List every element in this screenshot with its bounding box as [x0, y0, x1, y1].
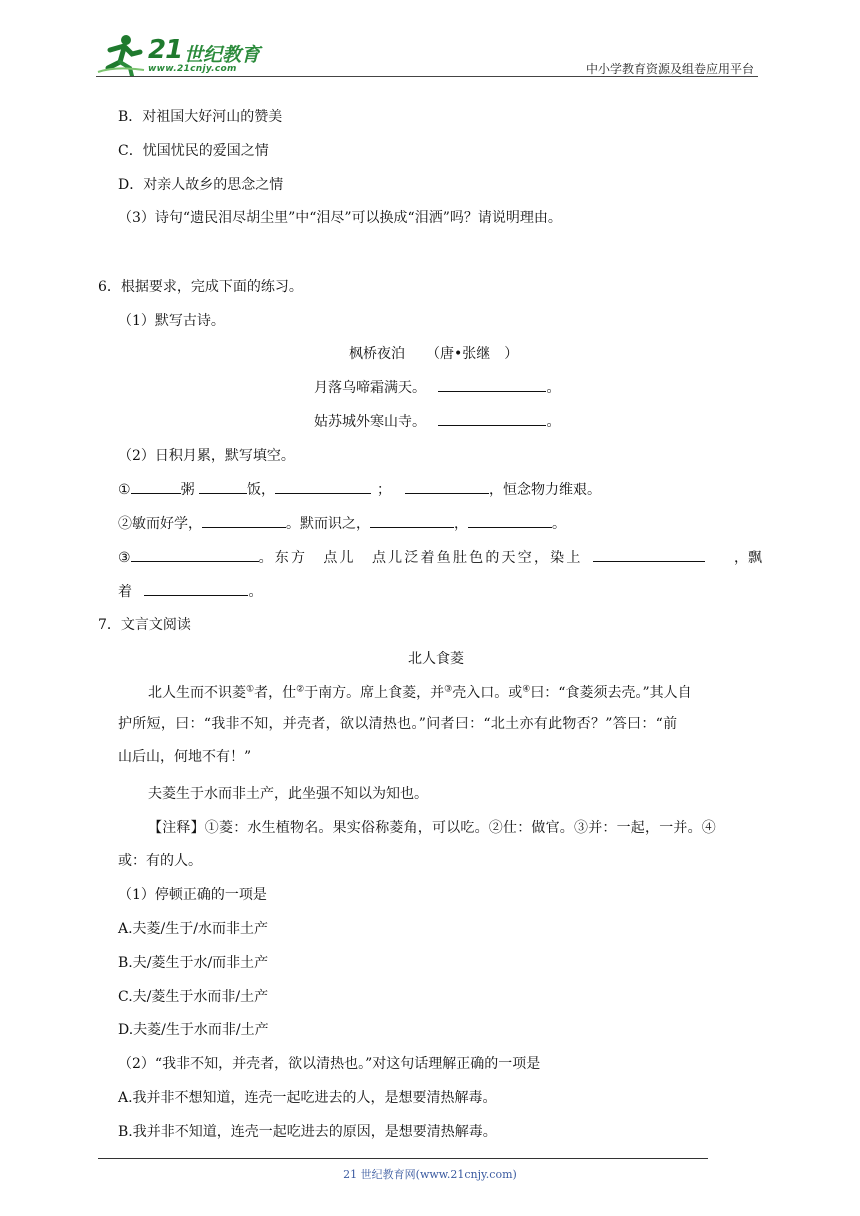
poem-line-1 — [314, 377, 560, 397]
comma: ， — [454, 516, 468, 532]
text-dongfang: 。东方 点儿 点儿泛着鱼肚色的天空，染上 — [258, 550, 583, 566]
text-zhe: 着 — [118, 584, 132, 600]
passage-line-2: 护所短，曰：“我非不知，并壳者，欲以清热也。”问者曰：“北土亦有此物否？”答曰：“前 — [118, 716, 678, 732]
blank-r3-2[interactable] — [593, 547, 705, 562]
poem-line-2 — [314, 411, 560, 431]
logo — [96, 32, 266, 78]
note-ref: ① — [246, 684, 255, 695]
passage-line-4: 夫菱生于水而非土产，此坐强不知以为知也。 — [148, 786, 428, 802]
header-divider — [96, 76, 758, 77]
text-zhou: 粥 — [180, 482, 195, 498]
fill-row-3 — [118, 547, 762, 567]
q5-option-c: C．忧国忧民的爱国之情 — [118, 143, 269, 159]
fill-row-4 — [118, 581, 262, 601]
text-piao: ，飘 — [734, 550, 762, 566]
blank-r1-3[interactable] — [275, 479, 371, 494]
q7-sub2: （2）“我非不知，并壳者，欲以清热也。”对这句话理解正确的一项是 — [118, 1056, 541, 1072]
blank-r2-3[interactable] — [468, 513, 552, 528]
q7-sub2-option-b[interactable]: B.我并非不知道，连壳一起吃进去的原因，是想要清热解毒。 — [118, 1124, 497, 1140]
fill-row-2 — [118, 513, 566, 533]
q7-sub1: （1）停顿正确的一项是 — [118, 887, 267, 903]
note-ref: ④ — [522, 684, 531, 695]
passage-seg: 者，仕 — [254, 685, 297, 701]
q6-sub2: （2）日积月累，默写填空。 — [118, 448, 295, 464]
logo-number: 21 — [148, 35, 183, 65]
blank-r3-1[interactable] — [131, 547, 259, 562]
text-hengnian: ，恒念物力维艰。 — [489, 482, 602, 498]
q7-sub1-option-b[interactable]: B.夫/菱生于水/而非土产 — [118, 955, 269, 971]
passage-seg: 曰：“食菱须去壳。”其人自 — [530, 685, 692, 701]
period: 。 — [552, 516, 566, 532]
period: 。 — [546, 414, 561, 430]
platform-name: 中小学教育资源及组卷应用平台 — [585, 62, 754, 76]
runner-logo-icon — [96, 32, 146, 76]
q5-option-d: D．对亲人故乡的思念之情 — [118, 177, 284, 193]
passage-seg: 壳入口。或 — [452, 685, 523, 701]
text-min-er-hao-xue: ②敏而好学， — [118, 516, 202, 532]
footer-divider — [98, 1158, 708, 1159]
page-footer[interactable]: 21 世纪教育网(www.21cnjy.com) — [343, 1168, 517, 1181]
q7-sub1-option-d[interactable]: D.夫菱/生于水而非/土产 — [118, 1022, 269, 1038]
q5-sub3: （3）诗句“遗民泪尽胡尘里”中“泪尽”可以换成“泪洒”吗？请说明理由。 — [118, 210, 562, 226]
text-title: 北人食菱 — [408, 651, 464, 667]
blank-poem-1[interactable] — [438, 377, 546, 392]
fill-row-1 — [118, 479, 601, 499]
passage-seg: 于南方。席上食菱，并 — [304, 685, 445, 701]
poem-title: 枫桥夜泊 （唐•张继 ） — [349, 346, 519, 362]
q5-option-b: B．对祖国大好河山的赞美 — [118, 109, 283, 125]
q6-sub1: （1）默写古诗。 — [118, 313, 225, 329]
q7-sub2-option-a[interactable]: A.我并非不想知道，连壳一起吃进去的人，是想要清热解毒。 — [118, 1090, 497, 1106]
q6-title: 6．根据要求，完成下面的练习。 — [98, 279, 303, 295]
text-fan: 饭， — [247, 482, 276, 498]
circle-num-3: ③ — [118, 550, 131, 566]
logo-url: www.21cnjy.com — [148, 64, 237, 74]
note-line-1: 【注释】①菱：水生植物名。果实俗称菱角，可以吃。②仕：做官。③并：一起，一并。④ — [148, 820, 716, 836]
semicolon: ； — [377, 482, 392, 498]
blank-r2-1[interactable] — [202, 513, 286, 528]
poem-line-1-text: 月落乌啼霜满天。 — [314, 380, 426, 396]
blank-r1-4[interactable] — [405, 479, 489, 494]
blank-r1-2[interactable] — [199, 479, 247, 494]
period: 。 — [546, 380, 561, 396]
note-ref: ② — [296, 684, 305, 695]
note-ref: ③ — [444, 684, 453, 695]
note-line-2: 或：有的人。 — [118, 853, 202, 869]
blank-r4-1[interactable] — [144, 581, 248, 596]
blank-r1-1[interactable] — [131, 479, 181, 494]
q7-sub1-option-a[interactable]: A.夫菱/生于/水而非土产 — [118, 921, 268, 937]
period: 。 — [248, 584, 263, 600]
circle-num-1: ① — [118, 482, 131, 498]
logo-brand-text: 世纪教育 — [184, 44, 261, 66]
blank-r2-2[interactable] — [370, 513, 454, 528]
passage-line-3: 山后山，何地不有！” — [118, 749, 252, 765]
passage-seg: 北人生而不识菱 — [148, 685, 246, 701]
passage-line-1 — [148, 682, 692, 702]
q7-sub1-option-c[interactable]: C.夫/菱生于水而非/土产 — [118, 989, 269, 1005]
text-mo-er-shi-zhi: 。默而识之， — [286, 516, 370, 532]
page-header — [96, 32, 758, 78]
q7-title: 7．文言文阅读 — [98, 617, 191, 633]
poem-line-2-text: 姑苏城外寒山寺。 — [314, 414, 426, 430]
blank-poem-2[interactable] — [438, 411, 546, 426]
